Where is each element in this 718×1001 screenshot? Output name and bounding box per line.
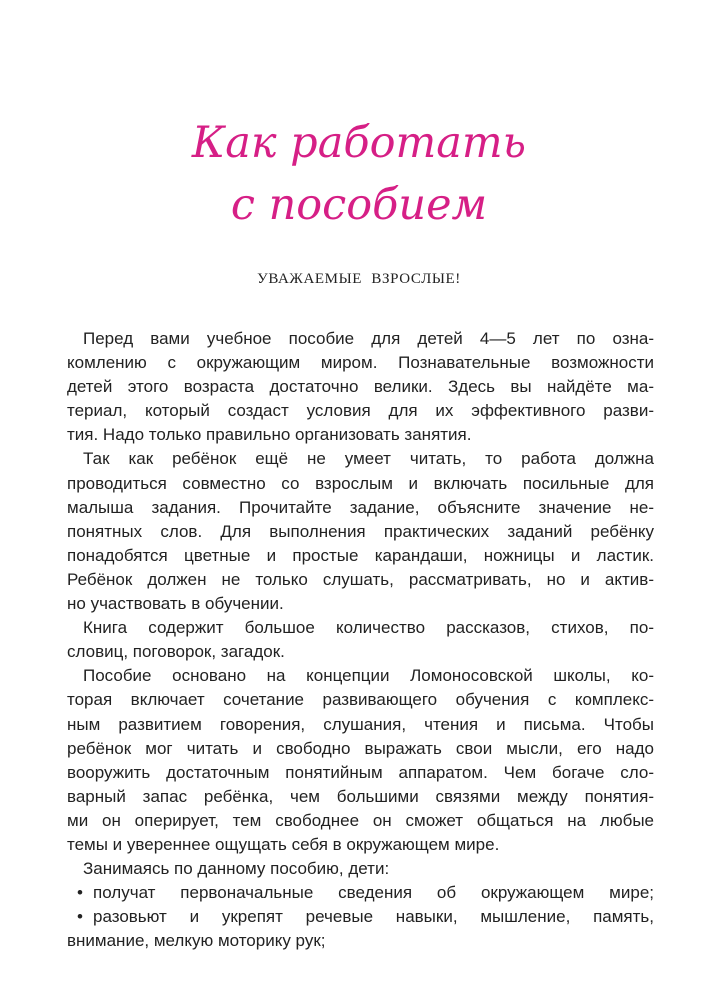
text-line — [67, 399, 654, 423]
body-text — [67, 327, 654, 953]
text-line — [67, 592, 654, 616]
address-heading: УВАЖАЕМЫЕ ВЗРОСЛЫЕ! — [257, 271, 461, 287]
text-line — [67, 496, 654, 520]
line-text: комлению с окружающим миром. Познавательные возможности — [67, 353, 654, 373]
line-text: вооружить достаточным понятийным аппаратом. Чем богаче сло- — [67, 762, 654, 782]
text-line — [67, 833, 654, 857]
line-text: разовьют и укрепят речевые навыки, мышление, память, — [93, 907, 654, 927]
text-line — [67, 520, 654, 544]
bullet-marker: • — [77, 883, 83, 903]
line-text: малыша задания. Прочитайте задание, объясните значение не- — [67, 497, 654, 517]
line-text: Ребёнок должен не только слушать, рассматривать, но и актив- — [67, 569, 654, 589]
text-line — [67, 761, 654, 785]
line-text: Книга содержит большое количество рассказов, стихов, по- — [83, 618, 654, 638]
line-text: детей этого возраста достаточно велики. Здесь вы найдёте ма- — [67, 377, 654, 397]
text-line — [67, 713, 654, 737]
text-line — [67, 688, 654, 712]
text-line — [67, 809, 654, 833]
line-text: Перед вами учебное пособие для детей 4—5 лет по озна- — [83, 329, 654, 348]
text-line — [67, 447, 654, 471]
line-text: словиц, поговорок, загадок. — [67, 642, 285, 662]
bullet-line — [67, 905, 654, 929]
line-text: понадобятся цветные и простые карандаши, ножницы и ластик. — [67, 545, 654, 565]
text-line — [67, 472, 654, 496]
line-text: варный запас ребёнка, чем большими связями между понятия- — [67, 786, 654, 806]
line-text: торая включает сочетание развивающего обучения с комплекс- — [67, 690, 654, 710]
line-text: получат первоначальные сведения об окружающем мире; — [93, 883, 654, 903]
line-text: но участвовать в обучении. — [67, 594, 284, 614]
text-line — [67, 375, 654, 399]
line-text: ми он оперирует, тем свободнее он сможет общаться на любые — [67, 810, 654, 830]
text-line — [67, 857, 654, 881]
text-line — [67, 737, 654, 761]
text-line — [67, 664, 654, 688]
bullet-line — [67, 881, 654, 905]
line-text: ребёнок мог читать и свободно выражать свои мысли, его надо — [67, 738, 654, 758]
text-line — [67, 929, 654, 953]
line-text: проводиться совместно со взрослым и включать посильные для — [67, 473, 654, 493]
text-line — [67, 544, 654, 568]
text-line — [67, 351, 654, 375]
page-title — [0, 112, 718, 236]
line-text: внимание, мелкую моторику рук; — [67, 931, 326, 951]
text-line — [67, 423, 654, 447]
bullet-marker: • — [77, 907, 83, 927]
text-line — [67, 640, 654, 664]
line-text: териал, который создаст условия для их эффективного разви- — [67, 401, 654, 421]
text-line — [67, 616, 654, 640]
line-text: темы и увереннее ощущать себя в окружающем мире. — [67, 834, 500, 854]
line-text: Занимаясь по данному пособию, дети: — [83, 859, 390, 879]
title-line-2: с пособием — [230, 180, 488, 230]
line-text: тия. Надо только правильно организовать занятия. — [67, 425, 472, 445]
text-line — [67, 327, 654, 351]
line-text: ным развитием говорения, слушания, чтения и письма. Чтобы — [67, 714, 654, 734]
title-line-1: Как работать — [191, 118, 527, 168]
line-text: Так как ребёнок ещё не умеет читать, то работа должна — [83, 449, 654, 469]
line-text: Пособие основано на концепции Ломоносовской школы, ко- — [83, 666, 654, 686]
line-text: понятных слов. Для выполнения практических заданий ребёнку — [67, 521, 654, 541]
text-line — [67, 568, 654, 592]
text-line — [67, 785, 654, 809]
